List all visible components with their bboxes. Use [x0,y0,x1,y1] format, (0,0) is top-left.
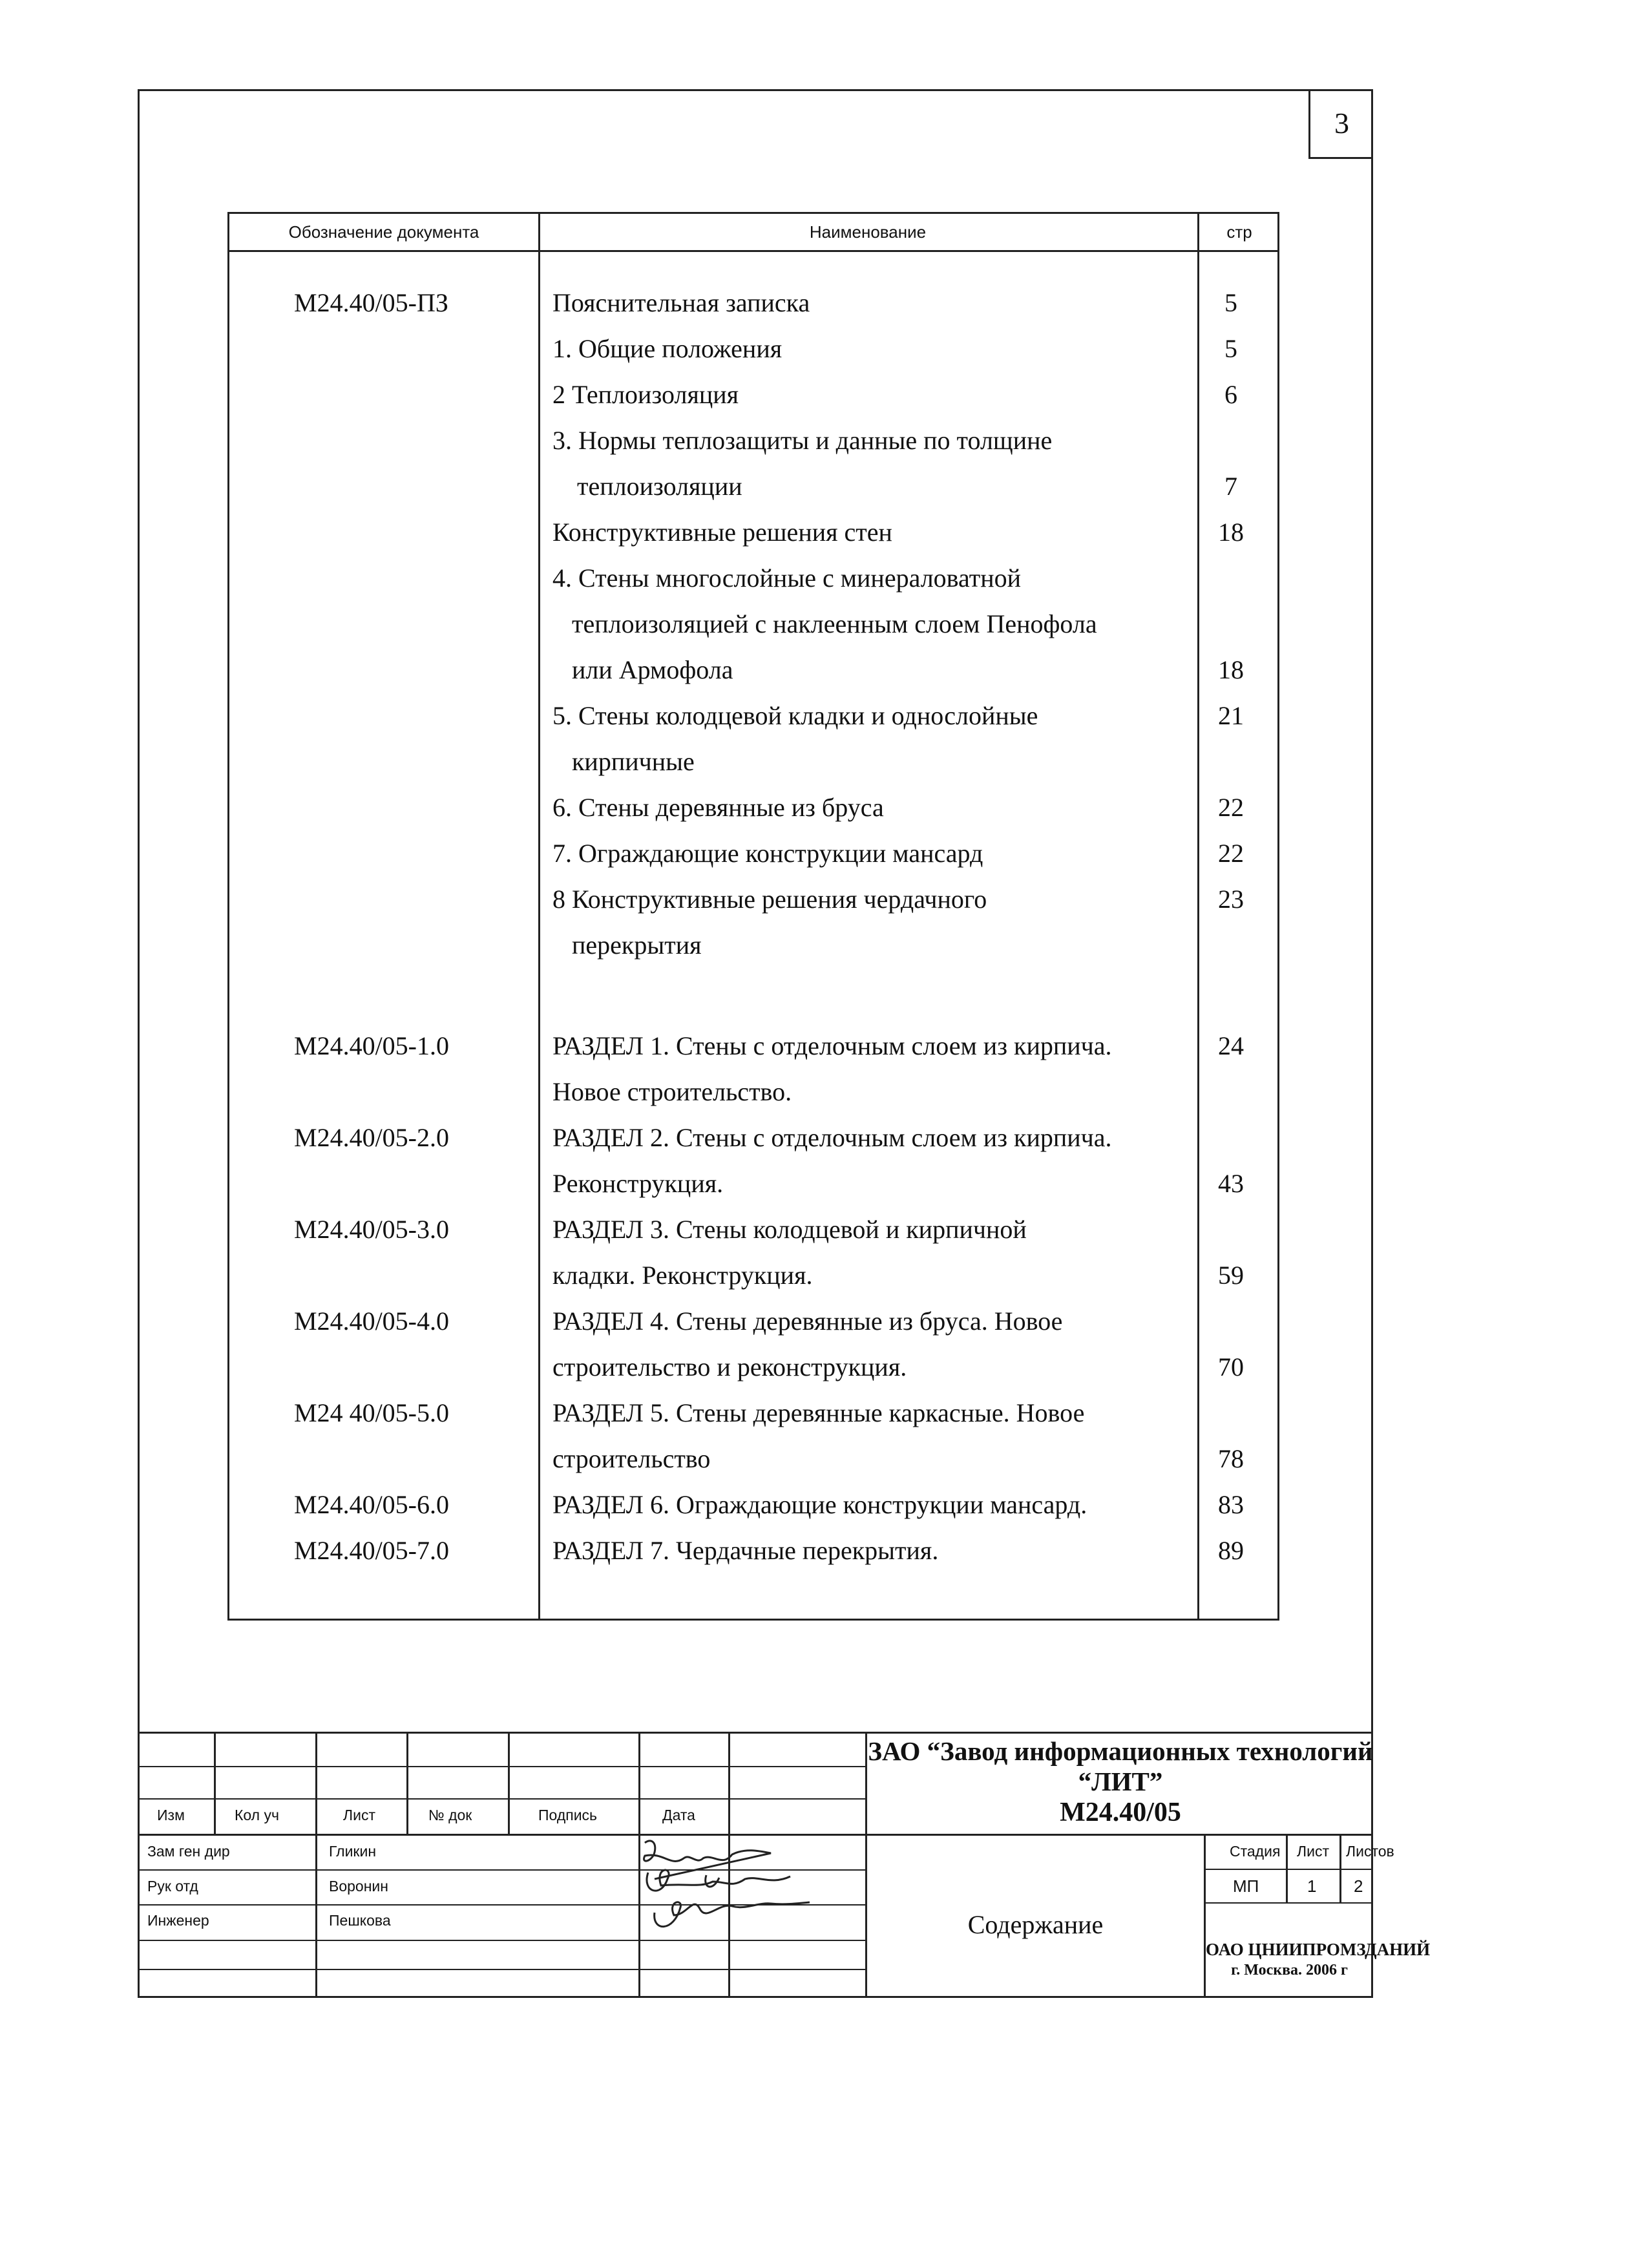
signature-3 [655,1902,810,1927]
toc-name: 3. Нормы теплозащиты и данные по толщине [552,426,1053,455]
toc-code: М24.40/05-1.0 [294,1031,449,1060]
sheets-label: Листов [1346,1843,1394,1860]
toc-page: 18 [1218,518,1244,547]
toc-name: Новое строительство. [552,1077,792,1106]
doc-code: М24.40/05 [1060,1798,1181,1827]
org2-line-1: ОАО ЦНИИПРОМЗДАНИЙ [1206,1940,1431,1959]
toc-row [229,278,1277,324]
toc-page: 89 [1218,1536,1244,1565]
toc-page: 18 [1218,655,1244,684]
signature-1 [644,1841,771,1879]
toc-page: 5 [1224,288,1237,317]
toc-page: 21 [1218,701,1244,730]
toc-code: М24.40/05-4.0 [294,1307,449,1336]
toc-code: М24.40/05-ПЗ [294,288,448,317]
toc-row [229,324,1277,370]
toc-name: 5. Стены колодцевой кладки и однослойные [552,701,1038,730]
toc-page: 5 [1224,334,1237,363]
toc-name: РАЗДЕЛ 3. Стены колодцевой и кирпичной [552,1215,1027,1244]
toc-row [229,1297,1277,1343]
toc-page: 24 [1218,1031,1244,1060]
toc-name: 8 Конструктивные решения чердачного [552,885,987,914]
col-ndok: № док [428,1807,472,1823]
toc-page: 59 [1218,1261,1244,1290]
toc-row [229,875,1277,921]
toc-row [229,646,1277,691]
toc-name: Реконструкция. [552,1169,724,1198]
toc-row [229,1480,1277,1526]
col-list: Лист [343,1807,375,1823]
toc-row [229,1159,1277,1205]
toc-row [229,600,1277,646]
toc-name: кладки. Реконструкция. [552,1261,813,1290]
role-1: Зам ген дир [147,1843,230,1860]
toc-row [229,1067,1277,1113]
toc-row [229,508,1277,554]
contents-table [227,212,1279,1621]
toc-row [229,1113,1277,1159]
header-code: Обозначение документа [288,222,479,242]
toc-code: М24.40/05-3.0 [294,1215,449,1244]
toc-row [229,737,1277,783]
sheet-label: Лист [1297,1843,1329,1860]
toc-page: 83 [1218,1490,1244,1519]
toc-name: кирпичные [572,747,695,776]
sheet-title: Содержание [967,1910,1104,1939]
toc-row [229,462,1277,508]
signatures-image [499,1835,848,1942]
toc-row [229,1205,1277,1251]
page-number: 3 [1308,89,1373,159]
toc-row [229,370,1277,416]
toc-name: строительство и реконструкция. [552,1352,907,1381]
toc-name: 4. Стены многослойные с минераловатной [552,563,1022,593]
toc-name: или Армофола [572,655,733,684]
col-kol: Кол уч [235,1807,279,1823]
toc-page: 6 [1224,380,1237,409]
col-izm: Изм [157,1807,185,1823]
toc-name: РАЗДЕЛ 1. Стены с отделочным слоем из кирпича. [552,1031,1112,1060]
toc-row [229,783,1277,829]
toc-row [229,1251,1277,1297]
header-divider [229,250,1277,252]
signature-2 [647,1870,790,1891]
toc-name: РАЗДЕЛ 7. Чердачные перекрытия. [552,1536,939,1565]
header-name: Наименование [809,222,927,242]
toc-page: 22 [1218,793,1244,822]
toc-row [229,416,1277,462]
toc-row [229,1389,1277,1434]
toc-name: теплоизоляцией с наклеенным слоем Пенофола [572,609,1097,638]
toc-row [229,1434,1277,1480]
toc-name: Пояснительная записка [552,288,810,317]
toc-code: М24 40/05-5.0 [294,1398,449,1427]
toc-row [229,921,1277,967]
toc-name: 7. Ограждающие конструкции мансард [552,839,983,868]
toc-name: РАЗДЕЛ 6. Ограждающие конструкции мансард. [552,1490,1087,1519]
toc-page: 70 [1218,1352,1244,1381]
toc-name: РАЗДЕЛ 2. Стены с отделочным слоем из кирпича. [552,1123,1112,1152]
org-line-2: “ЛИТ” [1078,1767,1163,1796]
toc-row [229,829,1277,875]
name-1: Гликин [329,1843,377,1860]
col-data: Дата [662,1807,695,1823]
sheet-value: 1 [1307,1876,1317,1896]
toc-name: 1. Общие положения [552,334,782,363]
toc-row [229,691,1277,737]
toc-row [229,1343,1277,1389]
toc-code: М24.40/05-7.0 [294,1536,449,1565]
toc-name: 6. Стены деревянные из бруса [552,793,884,822]
header-page: стр [1226,222,1252,242]
toc-name: строительство [552,1444,711,1473]
toc-page: 7 [1224,472,1237,501]
toc-name: 2 Теплоизоляция [552,380,739,409]
toc-name: теплоизоляции [577,472,742,501]
title-block [138,1732,1431,1998]
toc-page: 22 [1218,839,1244,868]
org2-line-2: г. Москва. 2006 г [1231,1962,1348,1979]
toc-name: РАЗДЕЛ 5. Стены деревянные каркасные. Новое [552,1398,1085,1427]
toc-row [229,554,1277,600]
toc-name: перекрытия [572,930,702,960]
col-podpis: Подпись [538,1807,598,1823]
toc-row [229,1022,1277,1067]
sheets-value: 2 [1354,1876,1363,1896]
name-3: Пешкова [329,1912,391,1929]
toc-page: 78 [1218,1444,1244,1473]
stage-value: МП [1233,1876,1259,1896]
toc-code: М24.40/05-6.0 [294,1490,449,1519]
name-2: Воронин [329,1878,388,1895]
toc-name: РАЗДЕЛ 4. Стены деревянные из бруса. Новое [552,1307,1063,1336]
role-3: Инженер [147,1912,209,1929]
toc-page: 43 [1218,1169,1244,1198]
role-2: Рук отд [147,1878,198,1895]
stage-label: Стадия [1230,1843,1281,1860]
toc-page: 23 [1218,885,1244,914]
toc-code: М24.40/05-2.0 [294,1123,449,1152]
toc-row [229,1526,1277,1572]
toc-name: Конструктивные решения стен [552,518,892,547]
org-line-1: ЗАО “Завод информационных технологий [868,1736,1373,1766]
